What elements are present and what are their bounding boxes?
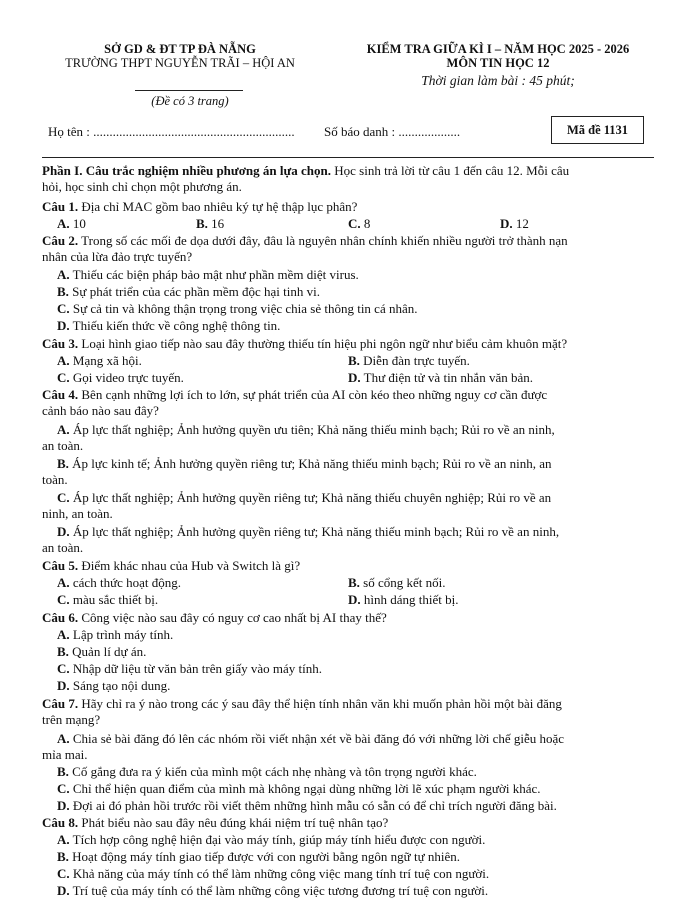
option-text: Lập trình máy tính. — [72, 627, 174, 642]
student-id-field: Số báo danh : ................... — [324, 124, 461, 139]
q7-option-a — [57, 731, 564, 747]
question-6 — [42, 610, 387, 626]
question-4-cont: cảnh báo nào sau đây? — [42, 403, 159, 418]
option-text: Khả năng của máy tính có thể làm những công việc mang tính trí tuệ con người. — [72, 866, 490, 881]
question-text: Trong số các mối đe dọa dưới đây, đâu là nguyên nhân chính khiến nhiều người trở thành nạn — [78, 233, 568, 248]
option-text: 12 — [515, 216, 529, 231]
question-label: Câu 5. — [42, 558, 79, 573]
option-text: Áp lực kinh tế; Ảnh hưởng quyền riêng tư; Khả năng thiếu minh bạch; Rủi ro về an ninh, an — [72, 456, 552, 471]
question-text: Phát biểu nào sau đây nêu đúng khái niệm trí tuệ nhân tạo? — [78, 815, 389, 830]
question-7 — [42, 696, 562, 712]
q7-option-b — [57, 764, 477, 780]
option-text: Sự cả tin và không thận trọng trong việc chia sẻ thông tin cá nhân. — [72, 301, 418, 316]
option-text: Thiếu kiến thức về công nghệ thông tin. — [72, 318, 281, 333]
option-letter: D. — [57, 798, 70, 813]
q3-option-b — [348, 353, 470, 369]
q4-option-b — [57, 456, 551, 472]
option-letter: C. — [57, 370, 70, 385]
q1-option-d — [500, 216, 529, 232]
header-divider — [42, 157, 654, 158]
part1-heading: Phần I. Câu trắc nghiệm nhiều phương án lựa chọn. — [42, 163, 332, 178]
option-text: Thiếu các biện pháp bảo mật như phần mềm diệt virus. — [72, 267, 359, 282]
time-note: Thời gian làm bài : 45 phút; — [421, 73, 575, 88]
subject-title: MÔN TIN HỌC 12 — [446, 56, 550, 70]
option-letter: A. — [57, 575, 70, 590]
option-text: Trí tuệ của máy tính có thể làm những công việc tương đương trí tuệ con người. — [72, 883, 489, 898]
option-letter: B. — [57, 764, 69, 779]
option-letter: B. — [57, 849, 69, 864]
option-letter: C. — [57, 781, 70, 796]
part1-intro — [42, 163, 569, 179]
question-text: Loại hình giao tiếp nào sau đây thường thiếu tín hiệu phi ngôn ngữ như biểu cảm khuôn mặt? — [78, 336, 568, 351]
option-letter: D. — [57, 318, 70, 333]
option-letter: D. — [57, 883, 70, 898]
exam-code-box — [551, 116, 644, 144]
question-label: Câu 2. — [42, 233, 79, 248]
q4-option-a-cont: an toàn. — [42, 438, 84, 453]
q1-option-a — [57, 216, 86, 232]
q2-option-b — [57, 284, 320, 300]
question-1 — [42, 199, 357, 215]
question-text: Công việc nào sau đây có nguy cơ cao nhất bị AI thay thế? — [78, 610, 387, 625]
question-text: Hãy chỉ ra ý nào trong các ý sau đây thể hiện tính nhân văn khi muốn phản hồi một bài đăng — [78, 696, 562, 711]
question-5 — [42, 558, 300, 574]
part1-instruction: Học sinh trả lời từ câu 1 đến câu 12. Mỗi câu — [331, 163, 570, 178]
q6-option-a — [57, 627, 173, 643]
option-text: Mạng xã hội. — [72, 353, 142, 368]
option-text: số cổng kết nối. — [363, 575, 446, 590]
option-letter: A. — [57, 353, 70, 368]
q6-option-d — [57, 678, 170, 694]
q4-option-a — [57, 422, 555, 438]
q3-option-c — [57, 370, 184, 386]
option-text: Diễn đàn trực tuyến. — [363, 353, 470, 368]
option-text: Sự phát triển của các phần mềm độc hại tinh vi. — [72, 284, 321, 299]
option-text: hình dáng thiết bị. — [363, 592, 459, 607]
q7-option-c — [57, 781, 540, 797]
option-letter: D. — [348, 370, 361, 385]
question-text: Bên cạnh những lợi ích to lớn, sự phát triển của AI còn kéo theo những nguy cơ cần được — [78, 387, 548, 402]
option-text: Áp lực thất nghiệp; Ảnh hưởng quyền riêng tư; Khả năng thiếu chuyên nghiệp; Rủi ro về an — [72, 490, 552, 505]
q7-option-d — [57, 798, 557, 814]
q3-option-d — [348, 370, 533, 386]
option-letter: D. — [57, 678, 70, 693]
option-text: Áp lực thất nghiệp; Ảnh hưởng quyền riêng tư; Khả năng thiếu minh bạch; Rủi ro về an ninh, — [72, 524, 560, 539]
question-label: Câu 1. — [42, 199, 79, 214]
option-letter: C. — [348, 216, 361, 231]
school-name: TRƯỜNG THPT NGUYỄN TRÃI – HỘI AN — [65, 56, 295, 70]
q4-option-d — [57, 524, 559, 540]
exam-title: KIỂM TRA GIỮA KÌ I – NĂM HỌC 2025 - 2026 — [366, 42, 630, 56]
option-text: 16 — [211, 216, 225, 231]
question-2-cont: nhân của lừa đảo trực tuyến? — [42, 249, 193, 264]
option-letter: C. — [57, 661, 70, 676]
q8-option-c — [57, 866, 489, 882]
question-label: Câu 6. — [42, 610, 79, 625]
q6-option-b — [57, 644, 146, 660]
option-text: Thư điện tử và tin nhắn văn bản. — [363, 370, 533, 385]
question-2 — [42, 233, 568, 249]
option-letter: D. — [57, 524, 70, 539]
option-letter: B. — [196, 216, 208, 231]
option-letter: C. — [57, 490, 70, 505]
option-text: Cố gắng đưa ra ý kiến của mình một cách nhẹ nhàng và tôn trọng người khác. — [72, 764, 477, 779]
exam-code: Mã đề 1131 — [566, 123, 629, 137]
q1-option-b — [196, 216, 224, 232]
q8-option-d — [57, 883, 488, 899]
option-text: cách thức hoạt động. — [72, 575, 182, 590]
q5-option-d — [348, 592, 459, 608]
question-label: Câu 4. — [42, 387, 79, 402]
option-letter: C. — [57, 866, 70, 881]
option-text: Chỉ thể hiện quan điểm của mình mà không ngại dùng những lời lẽ xúc phạm người khác. — [72, 781, 541, 796]
student-name-field: Họ tên : .............................................................. — [48, 124, 295, 139]
q8-option-a — [57, 832, 485, 848]
question-label: Câu 3. — [42, 336, 79, 351]
option-letter: A. — [57, 422, 70, 437]
option-letter: B. — [57, 456, 69, 471]
question-8 — [42, 815, 388, 831]
q5-option-a — [57, 575, 181, 591]
option-text: Tích hợp công nghệ hiện đại vào máy tính, giúp máy tính hiểu được con người. — [72, 832, 486, 847]
question-text: Địa chỉ MAC gồm bao nhiêu ký tự hệ thập lục phân? — [78, 199, 358, 214]
question-text: Điểm khác nhau của Hub và Switch là gì? — [78, 558, 301, 573]
option-letter: B. — [348, 575, 360, 590]
option-letter: D. — [348, 592, 361, 607]
question-label: Câu 7. — [42, 696, 79, 711]
option-letter: A. — [57, 832, 70, 847]
q7-option-a-cont: mỉa mai. — [42, 747, 88, 762]
option-text: Chia sẻ bài đăng đó lên các nhóm rồi viết nhận xét về bài đăng đó với những lời chế giễu hoặc — [72, 731, 565, 746]
option-letter: B. — [348, 353, 360, 368]
option-letter: A. — [57, 627, 70, 642]
department-name: SỞ GD & ĐT TP ĐÀ NẴNG — [104, 42, 256, 56]
option-text: 10 — [72, 216, 86, 231]
q4-option-c-cont: ninh, an toàn. — [42, 506, 113, 521]
q2-option-d — [57, 318, 280, 334]
q4-option-c — [57, 490, 551, 506]
question-3 — [42, 336, 567, 352]
part1-instruction-cont: hỏi, học sinh chỉ chọn một phương án. — [42, 179, 242, 194]
header-divider-left — [135, 90, 243, 91]
option-text: Đợi ai đó phản hồi trước rồi viết thêm những hình mẫu có sẵn có để chỉ trích người đăng bài. — [72, 798, 557, 813]
option-text: Nhập dữ liệu từ văn bản trên giấy vào máy tính. — [72, 661, 323, 676]
option-text: màu sắc thiết bị. — [72, 592, 159, 607]
q1-option-c — [348, 216, 370, 232]
option-letter: B. — [57, 284, 69, 299]
option-letter: D. — [500, 216, 513, 231]
option-letter: A. — [57, 731, 70, 746]
q4-option-b-cont: toàn. — [42, 472, 68, 487]
option-text: Hoạt động máy tính giao tiếp được với con người bằng ngôn ngữ tự nhiên. — [72, 849, 461, 864]
q8-option-b — [57, 849, 460, 865]
question-label: Câu 8. — [42, 815, 79, 830]
option-text: Gọi video trực tuyến. — [72, 370, 184, 385]
question-4 — [42, 387, 547, 403]
q5-option-c — [57, 592, 158, 608]
option-letter: A. — [57, 267, 70, 282]
q2-option-c — [57, 301, 418, 317]
pages-note: (Đề có 3 trang) — [151, 94, 229, 108]
option-text: Áp lực thất nghiệp; Ảnh hưởng quyền ưu tiên; Khả năng thiếu minh bạch; Rủi ro về an ninh, — [72, 422, 555, 437]
option-text: Sáng tạo nội dung. — [72, 678, 171, 693]
option-text: 8 — [363, 216, 371, 231]
option-letter: B. — [57, 644, 69, 659]
question-7-cont: trên mạng? — [42, 712, 101, 727]
q4-option-d-cont: an toàn. — [42, 540, 84, 555]
option-letter: A. — [57, 216, 70, 231]
q2-option-a — [57, 267, 359, 283]
option-letter: C. — [57, 301, 70, 316]
option-letter: C. — [57, 592, 70, 607]
option-text: Quản lí dự án. — [72, 644, 147, 659]
q3-option-a — [57, 353, 142, 369]
q6-option-c — [57, 661, 322, 677]
q5-option-b — [348, 575, 446, 591]
